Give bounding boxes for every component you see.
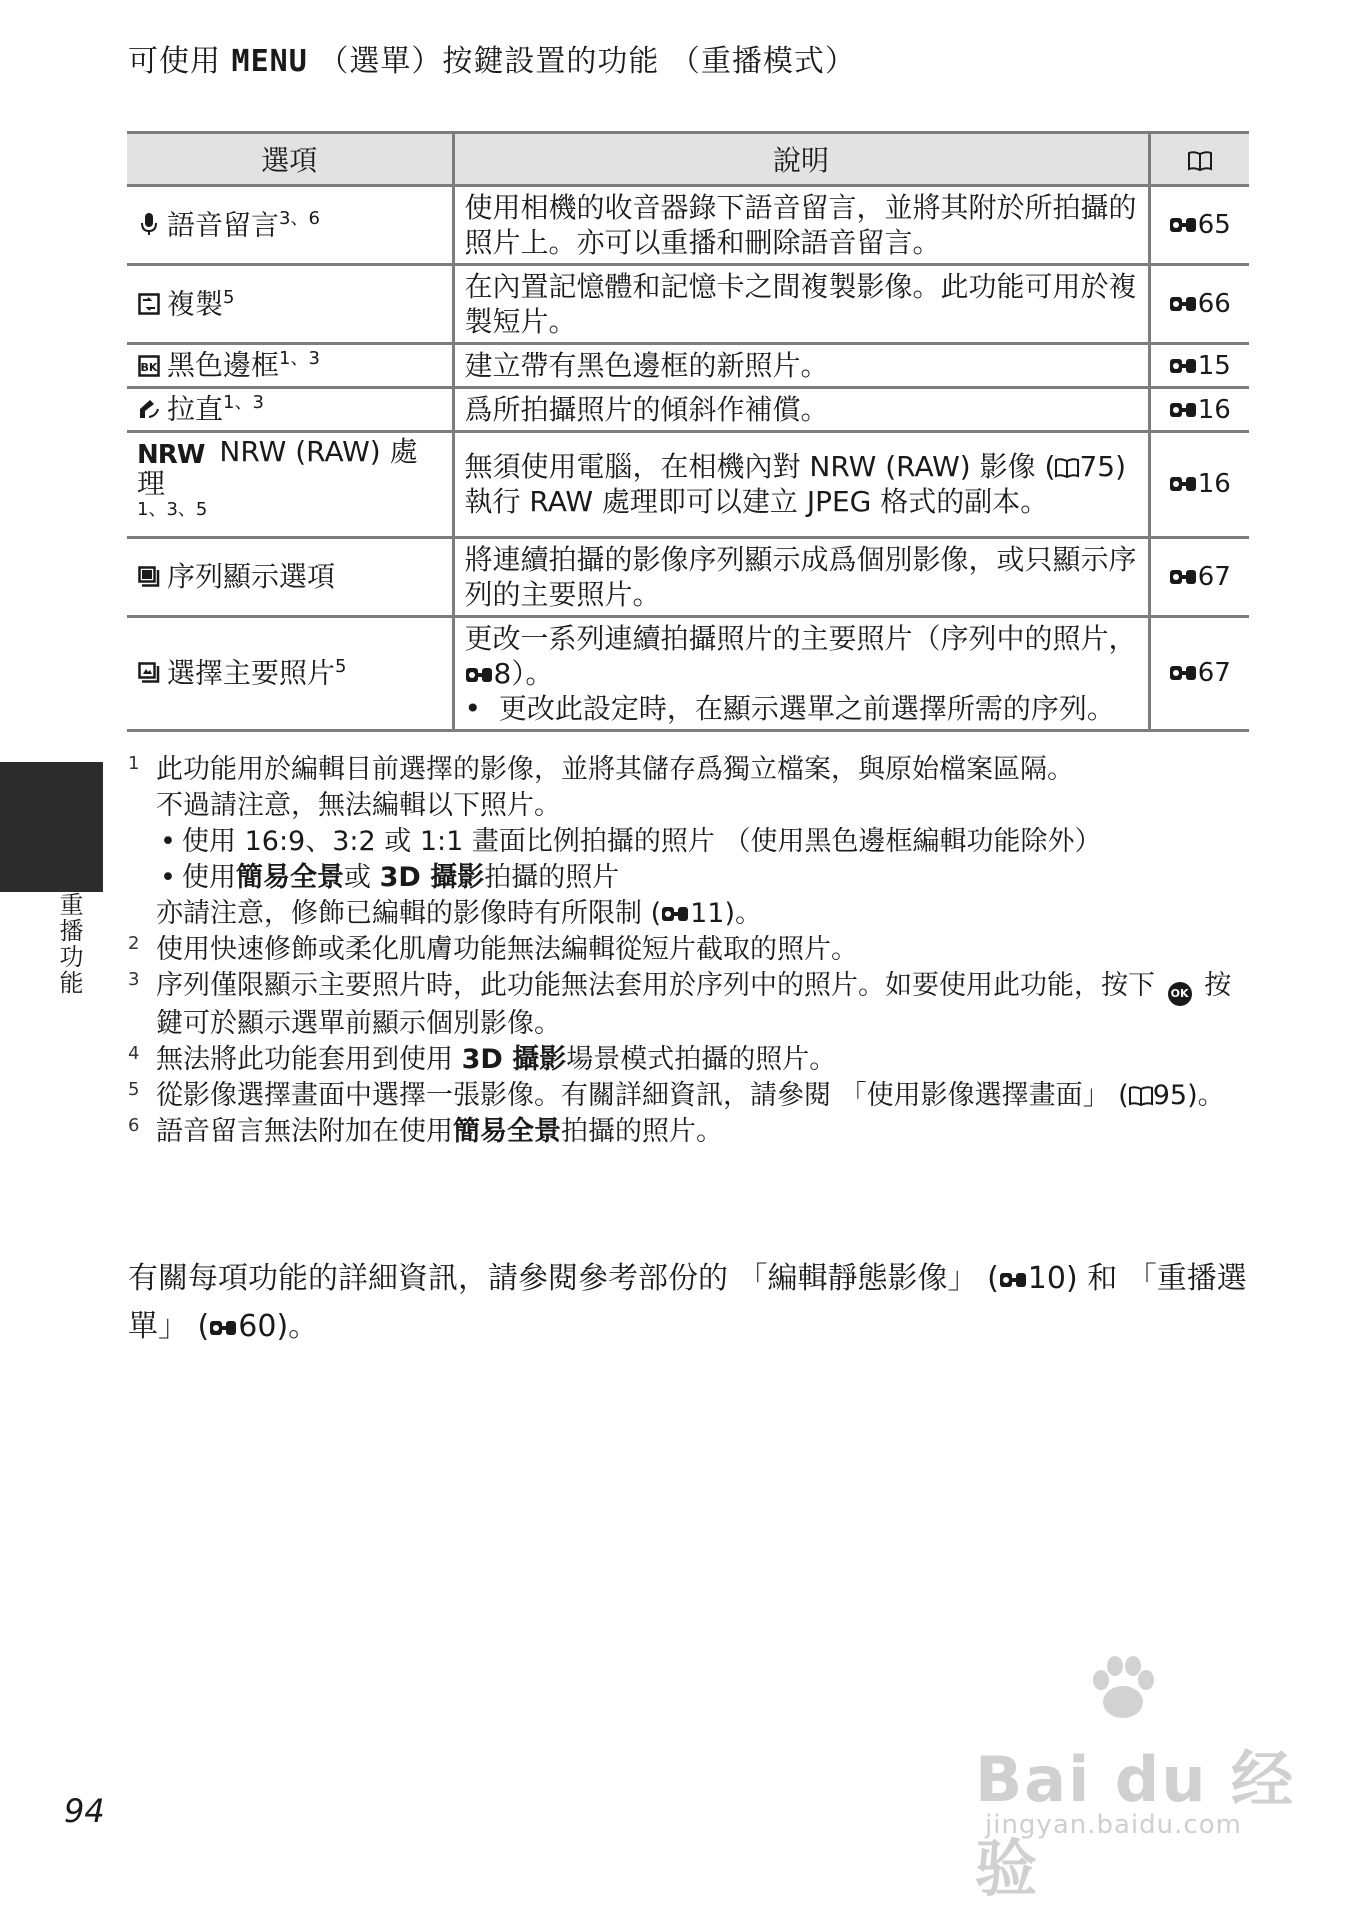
reference-section-icon	[465, 666, 493, 684]
reference-cell	[1149, 186, 1249, 265]
option-cell	[127, 265, 453, 344]
reference-cell	[1149, 432, 1249, 538]
book-icon	[1055, 458, 1079, 478]
option-cell	[127, 537, 453, 616]
table-header-row	[127, 133, 1249, 186]
table-row-copy	[127, 265, 1249, 344]
closing-paragraph: 有關每項功能的詳細資訊，請參閱參考部份的 「編輯靜態影像」 ( 10) 和 「重播選單」 ( 60)。	[128, 1261, 1247, 1344]
reference-cell	[1149, 265, 1249, 344]
footnote-3	[128, 968, 1258, 1042]
reference-section-icon	[1169, 357, 1197, 375]
description-text: ) 執行 RAW 處理即可以建立 JPEG 格式的副本。	[464, 450, 1127, 519]
paw-logo-icon	[1083, 1650, 1163, 1730]
chapter-tab	[0, 762, 103, 892]
table-row-black-border	[127, 344, 1249, 388]
heading-suffix: （選單）按鍵設置的功能 （重播模式）	[318, 44, 856, 79]
description-text: 無須使用電腦，在相機內對 NRW (RAW) 影像 (	[464, 450, 1056, 484]
copy-icon	[137, 293, 161, 317]
column-header-description: 說明	[453, 133, 1149, 186]
description-cell	[453, 432, 1149, 538]
table-row-voice-memo	[127, 186, 1249, 265]
footnote-text: 從影像選擇畫面中選擇一張影像。有關詳細資訊，請參閱 「使用影像選擇畫面」 ( 95)。	[156, 1080, 1225, 1111]
watermark-url: jingyan.baidu.com	[985, 1810, 1242, 1840]
description-text: 更改一系列連續拍攝照片的主要照片（序列中的照片，8）。	[464, 621, 1137, 690]
reference-page: 16	[1197, 394, 1231, 425]
sequence-display-icon	[137, 566, 161, 590]
reference-section-icon	[1169, 295, 1197, 313]
option-footnote-ref: 1、3、5	[137, 499, 208, 521]
option-footnote-ref: 3、6	[279, 207, 320, 229]
reference-page: 60	[238, 1309, 277, 1344]
reference-page: 16	[1197, 469, 1231, 500]
table-row-sequence-display	[127, 537, 1249, 616]
footnote-6	[128, 1114, 1258, 1150]
footnote-text: 不過請注意，無法編輯以下照片。	[156, 790, 561, 821]
reference-page: 11	[690, 898, 725, 929]
footnotes	[128, 752, 1258, 1150]
footnote-4	[128, 1042, 1258, 1078]
reference-cell	[1149, 537, 1249, 616]
description-cell: 在內置記憶體和記憶卡之間複製影像。此功能可用於複製短片。	[453, 265, 1149, 344]
description-cell: 爲所拍攝照片的傾斜作補償。	[453, 388, 1149, 432]
manual-page-ref: 75	[1079, 450, 1116, 484]
reference-section-icon	[1169, 568, 1197, 586]
footnote-number: 2	[128, 933, 140, 954]
reference-cell	[1149, 388, 1249, 432]
reference-section-icon	[1169, 216, 1197, 234]
footnote-5	[128, 1078, 1258, 1114]
option-label: 選擇主要照片	[167, 656, 336, 690]
column-header-reference	[1149, 133, 1249, 186]
footnote-bullet: • 使用簡易全景或 3D 攝影拍攝的照片	[156, 860, 1258, 896]
option-label: 序列顯示選項	[167, 559, 336, 593]
reference-section-icon	[1169, 401, 1197, 419]
footnote-bullet: • 使用 16:9、3:2 或 1:1 畫面比例拍攝的照片 （使用黑色邊框編輯功能除外）	[156, 824, 1258, 860]
reference-page: 8	[493, 656, 512, 690]
option-cell	[127, 616, 453, 730]
footnote-2	[128, 932, 1258, 968]
heading-prefix: 可使用	[128, 44, 221, 79]
footnote-text: 無法將此功能套用到使用 3D 攝影場景模式拍攝的照片。	[156, 1044, 837, 1075]
description-bullet: • 更改此設定時，在顯示選單之前選擇所需的序列。	[464, 691, 1115, 725]
watermark	[975, 1650, 1315, 1905]
reference-section-icon	[209, 1319, 237, 1337]
option-label: 黑色邊框	[167, 348, 280, 382]
table-row-nrw-raw-processing	[127, 432, 1249, 538]
description-cell	[453, 616, 1149, 730]
option-cell	[127, 388, 453, 432]
page-number: 94	[64, 1792, 105, 1830]
table-row-choose-key-picture	[127, 616, 1249, 730]
option-footnote-ref: 1、3	[223, 392, 264, 414]
footnote-text: 此功能用於編輯目前選擇的影像，並將其儲存爲獨立檔案，與原始檔案區隔。	[156, 754, 1074, 785]
ok-button-icon: OK	[1168, 982, 1192, 1006]
option-label: NRW (RAW) 處理	[137, 435, 418, 501]
option-cell	[127, 344, 453, 388]
description-cell: 將連續拍攝的影像序列顯示成爲個別影像，或只顯示序列的主要照片。	[453, 537, 1149, 616]
reference-section-icon	[1169, 475, 1197, 493]
description-cell: 使用相機的收音器錄下語音留言，並將其附於所拍攝的照片上。亦可以重播和刪除語音留言。	[453, 186, 1149, 265]
book-icon	[1129, 1086, 1153, 1106]
footnote-number: 5	[128, 1079, 140, 1100]
manual-page-ref: 95	[1152, 1080, 1188, 1111]
option-footnote-ref: 1、3	[279, 348, 320, 370]
reference-section-icon	[1169, 664, 1197, 682]
option-label: 複製	[167, 287, 224, 321]
footnote-number: 6	[128, 1115, 140, 1136]
option-label: 拉直	[167, 392, 224, 426]
reference-page: 67	[1197, 658, 1231, 689]
choose-key-picture-icon	[137, 662, 161, 686]
footnote-text: 序列僅限顯示主要照片時，此功能無法套用於序列中的照片。如要使用此功能，按下 OK 按鍵可於顯示選單前顯示個別影像。	[156, 970, 1232, 1039]
nrw-icon: NRW	[137, 440, 205, 470]
reference-page: 65	[1197, 210, 1231, 240]
option-cell	[127, 432, 453, 538]
black-border-icon	[137, 355, 161, 379]
reference-cell	[1149, 616, 1249, 730]
straighten-icon	[137, 397, 161, 421]
chapter-label: 重播功能	[55, 892, 83, 996]
svg-text:BK: BK	[140, 360, 158, 374]
reference-page: 66	[1197, 289, 1231, 319]
microphone-icon	[137, 212, 161, 236]
page-heading	[128, 36, 856, 80]
footnote-number: 1	[128, 753, 140, 774]
footnote-text: 使用快速修飾或柔化肌膚功能無法編輯從短片截取的照片。	[156, 934, 858, 965]
description-cell: 建立帶有黑色邊框的新照片。	[453, 344, 1149, 388]
option-footnote-ref: 5	[335, 656, 347, 678]
footnote-text: 語音留言無法附加在使用簡易全景拍攝的照片。	[156, 1116, 723, 1147]
footnote-text: 亦請注意，修飾已編輯的影像時有所限制 ( 11)。	[156, 898, 763, 929]
reference-page: 10	[1027, 1261, 1066, 1296]
playback-menu-function-table	[127, 131, 1249, 732]
footnote-number: 4	[128, 1043, 140, 1064]
column-header-option: 選項	[127, 133, 453, 186]
table-row-straighten	[127, 388, 1249, 432]
reference-page: 67	[1197, 561, 1231, 592]
footnote-1	[128, 752, 1258, 932]
option-footnote-ref: 5	[223, 286, 235, 308]
reference-page: 15	[1197, 350, 1231, 381]
reference-section-icon	[999, 1271, 1027, 1289]
menu-button-label: MENU	[231, 44, 308, 79]
footnote-number: 3	[128, 969, 140, 990]
book-icon	[1188, 151, 1212, 171]
option-cell	[127, 186, 453, 265]
option-label: 語音留言	[167, 208, 280, 242]
reference-section-icon	[661, 905, 689, 923]
watermark-brand: Bai du 经验	[975, 1743, 1296, 1905]
reference-cell	[1149, 344, 1249, 388]
